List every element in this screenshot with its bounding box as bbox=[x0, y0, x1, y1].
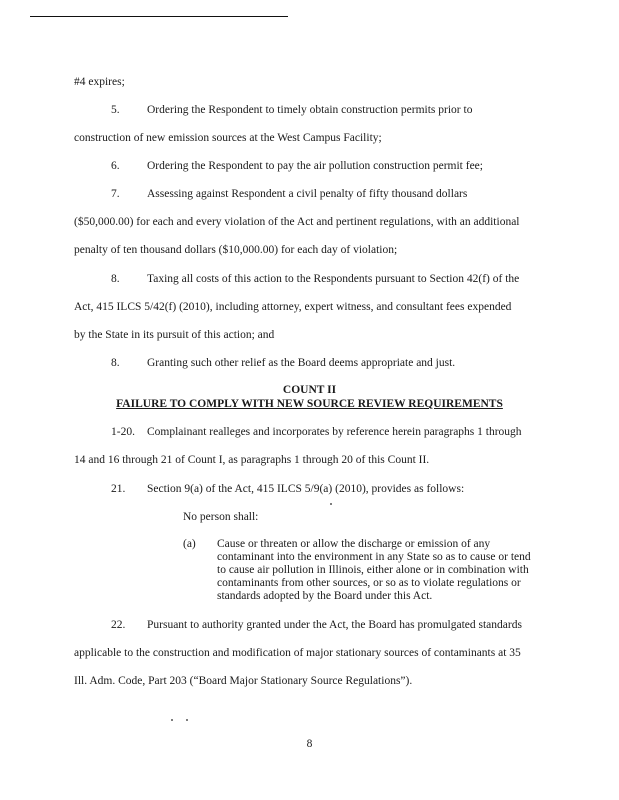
item-7-line-2: ($50,000.00) for each and every violation of the Act and pertinent regulations, with an additional bbox=[74, 216, 520, 228]
para-21-text: Section 9(a) of the Act, 415 ILCS 5/9(a) (2010), provides as follows: bbox=[147, 483, 465, 495]
quote-line-4: contaminants from other sources, or so as to violate regulations or bbox=[217, 577, 521, 589]
continuation-text: #4 expires; bbox=[74, 76, 125, 88]
scan-speck bbox=[186, 719, 188, 721]
top-rule bbox=[30, 16, 288, 17]
item-6-number: 6. bbox=[111, 160, 120, 172]
para-22-line-1: Pursuant to authority granted under the Act, the Board has promulgated standards bbox=[147, 619, 522, 631]
count-title: COUNT II bbox=[282, 384, 337, 396]
item-8a-line-1: Taxing all costs of this action to the Respondents pursuant to Section 42(f) of the bbox=[147, 273, 520, 285]
item-7-line-3: penalty of ten thousand dollars ($10,000.00) for each day of violation; bbox=[74, 244, 398, 256]
para-22-line-2: applicable to the construction and modification of major stationary sources of contaminants at 35 bbox=[74, 647, 521, 659]
quote-line-3: to cause air pollution in Illinois, either alone or in combination with bbox=[217, 564, 529, 576]
quote-item-label: (a) bbox=[183, 538, 196, 550]
item-8a-line-3: by the State in its pursuit of this action; and bbox=[74, 329, 275, 341]
para-22-number: 22. bbox=[111, 619, 126, 631]
para-1-20-line-2: 14 and 16 through 21 of Count I, as paragraphs 1 through 20 of this Count II. bbox=[74, 454, 430, 466]
item-8b-number: 8. bbox=[111, 357, 120, 369]
item-5-line-1: Ordering the Respondent to timely obtain construction permits prior to bbox=[147, 104, 473, 116]
para-1-20-number: 1-20. bbox=[111, 426, 135, 438]
scan-speck bbox=[330, 503, 332, 505]
quote-intro: No person shall: bbox=[183, 511, 259, 523]
item-7-line-1: Assessing against Respondent a civil penalty of fifty thousand dollars bbox=[147, 188, 468, 200]
para-21-number: 21. bbox=[111, 483, 126, 495]
page-number: 8 bbox=[306, 738, 313, 750]
scan-speck bbox=[171, 719, 173, 721]
para-1-20-line-1: Complainant realleges and incorporates by reference herein paragraphs 1 through bbox=[147, 426, 522, 438]
quote-line-2: contaminant into the environment in any State so as to cause or tend bbox=[217, 551, 531, 563]
item-8a-line-2: Act, 415 ILCS 5/42(f) (2010), including attorney, expert witness, and consultant fees expended bbox=[74, 301, 512, 313]
item-8a-number: 8. bbox=[111, 273, 120, 285]
item-5-number: 5. bbox=[111, 104, 120, 116]
item-6-line-1: Ordering the Respondent to pay the air pollution construction permit fee; bbox=[147, 160, 483, 172]
quote-line-1: Cause or threaten or allow the discharge or emission of any bbox=[217, 538, 491, 550]
quote-line-5: standards adopted by the Board under this Act. bbox=[217, 590, 433, 602]
count-subtitle: FAILURE TO COMPLY WITH NEW SOURCE REVIEW REQUIREMENTS bbox=[116, 398, 503, 410]
item-8b-line-1: Granting such other relief as the Board deems appropriate and just. bbox=[147, 357, 456, 369]
item-7-number: 7. bbox=[111, 188, 120, 200]
para-22-line-3: Ill. Adm. Code, Part 203 (“Board Major Stationary Source Regulations”). bbox=[74, 675, 413, 687]
item-5-line-2: construction of new emission sources at the West Campus Facility; bbox=[74, 132, 382, 144]
